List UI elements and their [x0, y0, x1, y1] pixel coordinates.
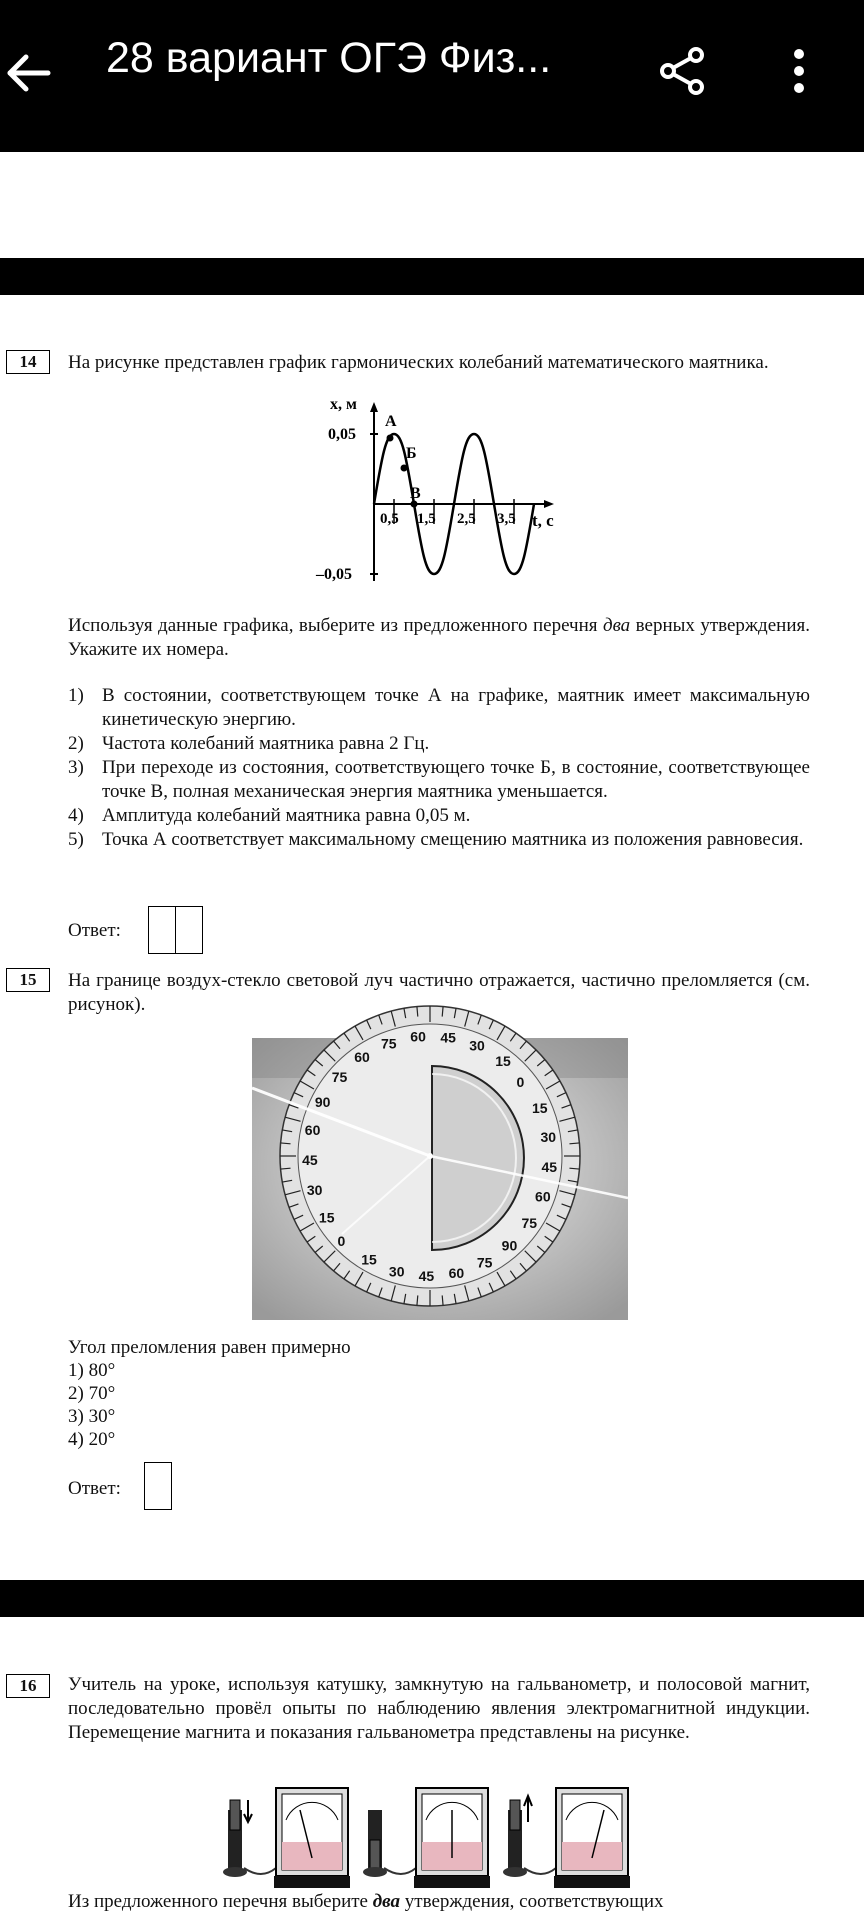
list-item: 2) Частота колебаний маятника равна 2 Гц. — [68, 733, 430, 754]
protractor-photo — [252, 1028, 628, 1320]
arrow-up-icon — [524, 1796, 532, 1822]
scale-number: 0 — [516, 1074, 525, 1091]
scale-number: 30 — [540, 1128, 557, 1145]
y-tick-label: –0,05 — [316, 566, 352, 583]
scale-number: 60 — [354, 1048, 370, 1065]
arrow-left-icon — [4, 48, 54, 98]
question-instruction: Из предложенного перечня выберите два утверждения, соответствующих — [68, 1891, 664, 1912]
question-number: 14 — [6, 350, 50, 374]
arrow-down-icon — [244, 1800, 252, 1822]
question-instruction: Используя данные графика, выберите из предложенного перечня два верных утверждения. Укажите их номера. — [68, 615, 810, 660]
answer-box[interactable] — [144, 1462, 172, 1510]
y-axis-label: x, м — [330, 396, 357, 413]
scale-number: 90 — [501, 1237, 518, 1254]
experiment-setup — [223, 1788, 350, 1888]
scale-number: 45 — [418, 1267, 435, 1284]
x-tick-label: 2,5 — [457, 511, 476, 527]
scale-number: 30 — [388, 1263, 405, 1280]
list-item: 4) 20° — [68, 1429, 116, 1450]
list-item: 3) При переходе из состояния, соответствующего точке Б, в состояние, соответствующее точке В, полная механическая энергия маятника уменьшается. — [68, 757, 810, 802]
more-options-button[interactable] — [780, 46, 818, 100]
point-label-b: Б — [406, 445, 417, 462]
share-icon — [656, 44, 710, 98]
question-prompt: Угол преломления равен примерно — [68, 1337, 351, 1358]
page-separator — [0, 1580, 864, 1617]
list-item: 3) 30° — [68, 1406, 116, 1427]
scale-number: 45 — [440, 1029, 456, 1046]
galvanometer-experiments-figure — [226, 1780, 626, 1900]
x-tick-label: 1,5 — [417, 511, 436, 527]
scale-number: 30 — [306, 1181, 323, 1198]
scale-number: 75 — [476, 1254, 493, 1271]
more-vertical-icon — [780, 46, 818, 100]
list-item: 5) Точка А соответствует максимальному смещению маятника из положения равновесия. — [68, 829, 804, 850]
scale-number: 15 — [361, 1251, 377, 1268]
point-label-v: В — [410, 485, 421, 502]
list-item: 4) Амплитуда колебаний маятника равна 0,05 м. — [68, 805, 471, 826]
scale-number: 60 — [535, 1188, 551, 1205]
scale-number: 15 — [318, 1209, 335, 1226]
scale-number: 45 — [302, 1152, 318, 1169]
scale-number: 15 — [531, 1099, 548, 1116]
scale-number: 75 — [521, 1215, 538, 1232]
question-text: На границе воздух-стекло световой луч частично отражается, частично преломляется (см. рисунок). — [68, 970, 810, 1015]
scale-number: 90 — [314, 1093, 331, 1110]
question-text: На рисунке представлен график гармонических колебаний математического маятника. — [68, 352, 769, 373]
document-title: 28 вариант ОГЭ Физ... — [106, 34, 552, 82]
scale-number: 60 — [448, 1265, 465, 1282]
answer-options — [68, 684, 810, 852]
scale-number: 0 — [337, 1233, 346, 1250]
scale-number: 60 — [304, 1122, 321, 1139]
share-button[interactable] — [656, 44, 710, 98]
experiment-setup — [363, 1788, 490, 1888]
answer-options — [68, 1359, 115, 1451]
answer-label: Ответ: — [68, 920, 121, 941]
question-text: Учитель на уроке, используя катушку, замкнутую на гальванометр, и полосовой магнит, последовательно провёл опыты по наблюдению явления электромагнитной индукции. Перемещение магнита и показания гальванометра представлены на рисунке. — [68, 1674, 810, 1743]
answer-box-cell-2[interactable] — [175, 906, 203, 954]
x-tick-label: 0,5 — [380, 511, 399, 527]
list-item: 1) В состоянии, соответствующем точке А на графике, маятник имеет максимальную кинетическую энергию. — [68, 685, 810, 730]
back-button[interactable] — [4, 48, 54, 98]
experiment-setup — [503, 1788, 630, 1888]
list-item: 2) 70° — [68, 1383, 116, 1404]
point-label-a: А — [385, 413, 397, 430]
scale-number: 30 — [469, 1037, 485, 1054]
page-separator — [0, 258, 864, 295]
answer-box-cell-1[interactable] — [148, 906, 176, 954]
scale-number: 45 — [541, 1158, 558, 1175]
x-tick-label: 3,5 — [497, 511, 516, 527]
x-axis-label: t, с — [532, 511, 554, 530]
question-number: 16 — [6, 1674, 50, 1698]
scale-number: 75 — [380, 1035, 397, 1052]
oscillation-graph — [310, 396, 570, 592]
question-number: 15 — [6, 968, 50, 992]
app-bar — [0, 0, 864, 152]
scale-number: 75 — [331, 1068, 348, 1085]
answer-label: Ответ: — [68, 1478, 121, 1499]
y-tick-label: 0,05 — [328, 426, 356, 443]
scale-number: 60 — [410, 1028, 426, 1045]
list-item: 1) 80° — [68, 1360, 116, 1381]
scale-number: 15 — [495, 1052, 511, 1069]
